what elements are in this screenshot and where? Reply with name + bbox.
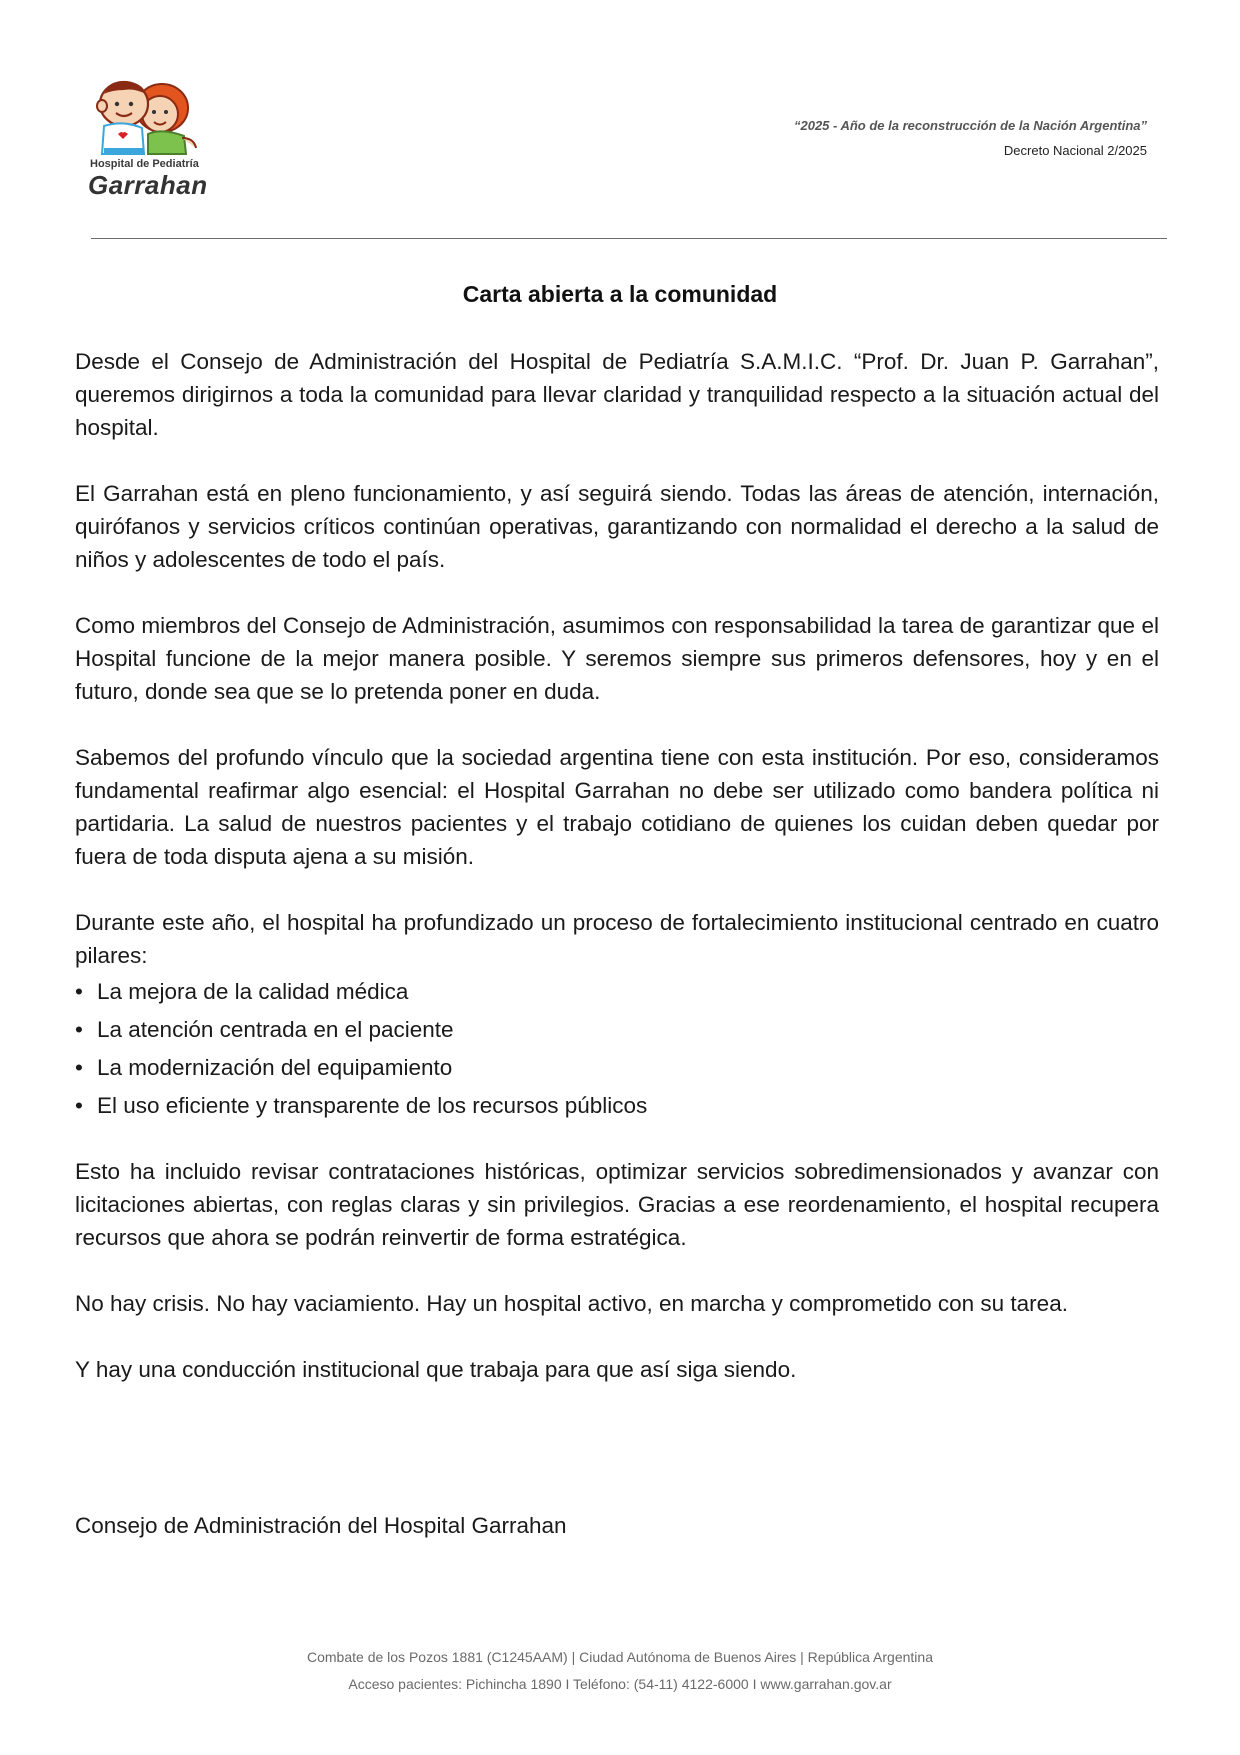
list-item (75, 1051, 1159, 1084)
closing-statement: No hay crisis. No hay vaciamiento. Hay un hospital activo, en marcha y comprometido con su tarea. (75, 1291, 1068, 1316)
signature: Consejo de Administración del Hospital Garrahan (75, 1513, 567, 1538)
bullet-icon: • (75, 1017, 83, 1042)
children-mascot-icon (90, 78, 202, 158)
letter-body (75, 345, 1159, 1419)
year-motto: “2025 - Año de la reconstrucción de la Nación Argentina” (793, 118, 1147, 133)
decree-reference: Decreto Nacional 2/2025 (1003, 143, 1147, 158)
pillars-intro: Durante este año, el hospital ha profundizado un proceso de fortalecimiento institucional centrado en cuatro pilares: (75, 910, 1159, 968)
letter-title: Carta abierta a la comunidad (462, 281, 778, 307)
pillar-text: La mejora de la calidad médica (97, 979, 409, 1004)
list-item (75, 1013, 1159, 1046)
list-item (75, 975, 1159, 1008)
logo-hospital-label: Hospital de Pediatría (90, 158, 199, 170)
list-item (75, 1089, 1159, 1122)
footer-address: Combate de los Pozos 1881 (C1245AAM) | Ciudad Autónoma de Buenos Aires | República Argentina (307, 1649, 933, 1665)
header-divider (91, 238, 1167, 239)
bullet-icon: • (75, 1093, 83, 1118)
logo-wordmark: Garrahan (88, 170, 208, 200)
footer-contact: Acceso pacientes: Pichincha 1890 I Teléfono: (54-11) 4122-6000 I www.garrahan.gov.ar (348, 1676, 892, 1692)
pillar-text: La atención centrada en el paciente (97, 1017, 454, 1042)
paragraph: El Garrahan está en pleno funcionamiento, y así seguirá siendo. Todas las áreas de atención, internación, quirófanos y servicios críticos continúan operativas, garantizando con normalidad el derecho a la salud de niños y adolescentes de todo el país. (75, 481, 1159, 572)
paragraph: Desde el Consejo de Administración del Hospital de Pediatría S.A.M.I.C. “Prof. Dr. Juan P. Garrahan”, queremos dirigirnos a toda la comunidad para llevar claridad y tranquilidad respecto a la situación actual del hospital. (75, 349, 1159, 440)
page-footer (0, 1644, 1240, 1698)
bullet-icon: • (75, 979, 83, 1004)
paragraph: Sabemos del profundo vínculo que la sociedad argentina tiene con esta institución. Por eso, consideramos fundamental reafirmar algo esencial: el Hospital Garrahan no debe ser utilizado como bandera política ni partidaria. La salud de nuestros pacientes y el trabajo cotidiano de quienes los cuidan deben quedar por fuera de toda disputa ajena a su misión. (75, 745, 1159, 869)
paragraph: Esto ha incluido revisar contrataciones históricas, optimizar servicios sobredimensionados y avanzar con licitaciones abiertas, con reglas claras y sin privilegios. Gracias a ese reordenamiento, el hospital recupera recursos que ahora se podrán reinvertir de forma estratégica. (75, 1159, 1159, 1250)
hospital-logo (86, 78, 216, 204)
pillars-list (75, 975, 1159, 1122)
bullet-icon: • (75, 1055, 83, 1080)
pillar-text: El uso eficiente y transparente de los recursos públicos (97, 1093, 648, 1118)
pillar-text: La modernización del equipamiento (97, 1055, 453, 1080)
paragraph: Como miembros del Consejo de Administración, asumimos con responsabilidad la tarea de garantizar que el Hospital funcione de la mejor manera posible. Y seremos siempre sus primeros defensores, hoy y en el futuro, donde sea que se lo pretenda poner en duda. (75, 613, 1159, 704)
closing-statement: Y hay una conducción institucional que trabaja para que así siga siendo. (75, 1357, 797, 1382)
